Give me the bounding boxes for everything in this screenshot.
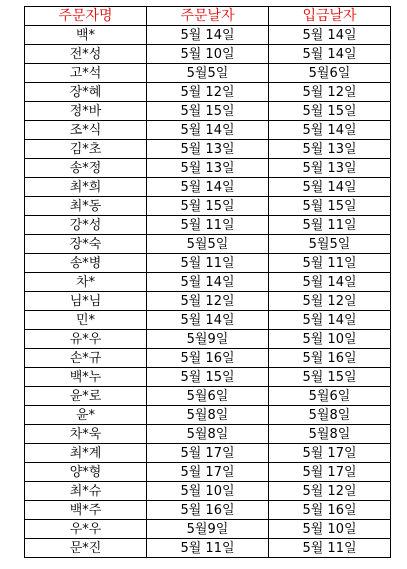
table-row — [25, 254, 391, 273]
deposit-date-cell: 5월 11일 — [269, 216, 391, 235]
orderer-name-cell: 윤*로 — [25, 387, 147, 406]
table-row — [25, 216, 391, 235]
deposit-date-cell: 5월5일 — [269, 235, 391, 254]
orderer-name-cell: 강*성 — [25, 216, 147, 235]
deposit-date-cell: 5월 10일 — [269, 330, 391, 349]
orderer-name-cell: 장*숙 — [25, 235, 147, 254]
order-date-cell: 5월 10일 — [147, 482, 269, 501]
orderer-name-cell: 고*석 — [25, 64, 147, 83]
orderer-name-cell: 님*님 — [25, 292, 147, 311]
deposit-date-cell: 5월 15일 — [269, 197, 391, 216]
table-row — [25, 83, 391, 102]
table-row — [25, 444, 391, 463]
orderer-name-cell: 전*성 — [25, 45, 147, 64]
header-order-date: 주문날자 — [147, 7, 269, 26]
order-date-cell: 5월8일 — [147, 425, 269, 444]
table-row — [25, 140, 391, 159]
deposit-date-cell: 5월 16일 — [269, 501, 391, 520]
deposit-date-cell: 5월6일 — [269, 387, 391, 406]
table-header — [25, 7, 391, 26]
table-row — [25, 121, 391, 140]
table-row — [25, 64, 391, 83]
order-date-cell: 5월 16일 — [147, 349, 269, 368]
orderer-name-cell: 백* — [25, 26, 147, 45]
orderer-name-cell: 정*바 — [25, 102, 147, 121]
order-date-cell: 5월9일 — [147, 330, 269, 349]
order-date-cell: 5월 15일 — [147, 197, 269, 216]
orderer-name-cell: 양*형 — [25, 463, 147, 482]
table-row — [25, 159, 391, 178]
orderer-name-cell: 송*정 — [25, 159, 147, 178]
order-date-cell: 5월 11일 — [147, 216, 269, 235]
table-row — [25, 501, 391, 520]
order-date-cell: 5월 13일 — [147, 140, 269, 159]
deposit-date-cell: 5월 12일 — [269, 292, 391, 311]
order-date-cell: 5월 17일 — [147, 444, 269, 463]
deposit-date-cell: 5월 10일 — [269, 520, 391, 539]
table-row — [25, 292, 391, 311]
order-table — [24, 6, 391, 558]
header-row — [25, 7, 391, 26]
deposit-date-cell: 5월 12일 — [269, 482, 391, 501]
table-row — [25, 102, 391, 121]
order-date-cell: 5월 14일 — [147, 311, 269, 330]
order-date-cell: 5월 15일 — [147, 368, 269, 387]
order-date-cell: 5월 10일 — [147, 45, 269, 64]
table-row — [25, 45, 391, 64]
table-row — [25, 482, 391, 501]
orderer-name-cell: 최*슈 — [25, 482, 147, 501]
orderer-name-cell: 민* — [25, 311, 147, 330]
deposit-date-cell: 5월 15일 — [269, 368, 391, 387]
order-date-cell: 5월 17일 — [147, 463, 269, 482]
order-date-cell: 5월 14일 — [147, 178, 269, 197]
orderer-name-cell: 차*욱 — [25, 425, 147, 444]
deposit-date-cell: 5월 11일 — [269, 539, 391, 558]
table-row — [25, 349, 391, 368]
order-date-cell: 5월 14일 — [147, 26, 269, 45]
table-body — [25, 26, 391, 558]
header-orderer-name: 주문자명 — [25, 7, 147, 26]
orderer-name-cell: 윤* — [25, 406, 147, 425]
deposit-date-cell: 5월 14일 — [269, 311, 391, 330]
order-date-cell: 5월 13일 — [147, 159, 269, 178]
header-deposit-date: 입금날자 — [269, 7, 391, 26]
table-row — [25, 197, 391, 216]
deposit-date-cell: 5월 13일 — [269, 159, 391, 178]
deposit-date-cell: 5월 15일 — [269, 102, 391, 121]
order-date-cell: 5월 11일 — [147, 539, 269, 558]
deposit-date-cell: 5월6일 — [269, 64, 391, 83]
order-date-cell: 5월 14일 — [147, 121, 269, 140]
order-date-cell: 5월 15일 — [147, 102, 269, 121]
deposit-date-cell: 5월 14일 — [269, 45, 391, 64]
table-row — [25, 406, 391, 425]
order-date-cell: 5월 14일 — [147, 273, 269, 292]
deposit-date-cell: 5월 17일 — [269, 444, 391, 463]
order-date-cell: 5월 12일 — [147, 83, 269, 102]
deposit-date-cell: 5월 12일 — [269, 83, 391, 102]
orderer-name-cell: 손*규 — [25, 349, 147, 368]
table-row — [25, 425, 391, 444]
deposit-date-cell: 5월 17일 — [269, 463, 391, 482]
order-sheet — [24, 6, 390, 558]
deposit-date-cell: 5월 11일 — [269, 254, 391, 273]
order-date-cell: 5월5일 — [147, 235, 269, 254]
table-row — [25, 520, 391, 539]
deposit-date-cell: 5월 14일 — [269, 26, 391, 45]
orderer-name-cell: 조*식 — [25, 121, 147, 140]
order-date-cell: 5월9일 — [147, 520, 269, 539]
order-date-cell: 5월 16일 — [147, 501, 269, 520]
order-date-cell: 5월 12일 — [147, 292, 269, 311]
deposit-date-cell: 5월 14일 — [269, 121, 391, 140]
orderer-name-cell: 최*희 — [25, 178, 147, 197]
table-row — [25, 26, 391, 45]
orderer-name-cell: 김*초 — [25, 140, 147, 159]
orderer-name-cell: 백*주 — [25, 501, 147, 520]
deposit-date-cell: 5월 14일 — [269, 178, 391, 197]
table-row — [25, 273, 391, 292]
table-row — [25, 311, 391, 330]
table-row — [25, 368, 391, 387]
orderer-name-cell: 송*병 — [25, 254, 147, 273]
deposit-date-cell: 5월 13일 — [269, 140, 391, 159]
table-row — [25, 235, 391, 254]
orderer-name-cell: 문*진 — [25, 539, 147, 558]
orderer-name-cell: 차* — [25, 273, 147, 292]
orderer-name-cell: 백*누 — [25, 368, 147, 387]
orderer-name-cell: 우*우 — [25, 520, 147, 539]
table-row — [25, 178, 391, 197]
table-row — [25, 330, 391, 349]
deposit-date-cell: 5월8일 — [269, 406, 391, 425]
deposit-date-cell: 5월 14일 — [269, 273, 391, 292]
order-date-cell: 5월 11일 — [147, 254, 269, 273]
table-row — [25, 463, 391, 482]
table-row — [25, 539, 391, 558]
order-date-cell: 5월8일 — [147, 406, 269, 425]
order-date-cell: 5월6일 — [147, 387, 269, 406]
deposit-date-cell: 5월 16일 — [269, 349, 391, 368]
orderer-name-cell: 최*동 — [25, 197, 147, 216]
orderer-name-cell: 장*혜 — [25, 83, 147, 102]
order-date-cell: 5월5일 — [147, 64, 269, 83]
deposit-date-cell: 5월8일 — [269, 425, 391, 444]
table-row — [25, 387, 391, 406]
orderer-name-cell: 유*우 — [25, 330, 147, 349]
orderer-name-cell: 최*계 — [25, 444, 147, 463]
